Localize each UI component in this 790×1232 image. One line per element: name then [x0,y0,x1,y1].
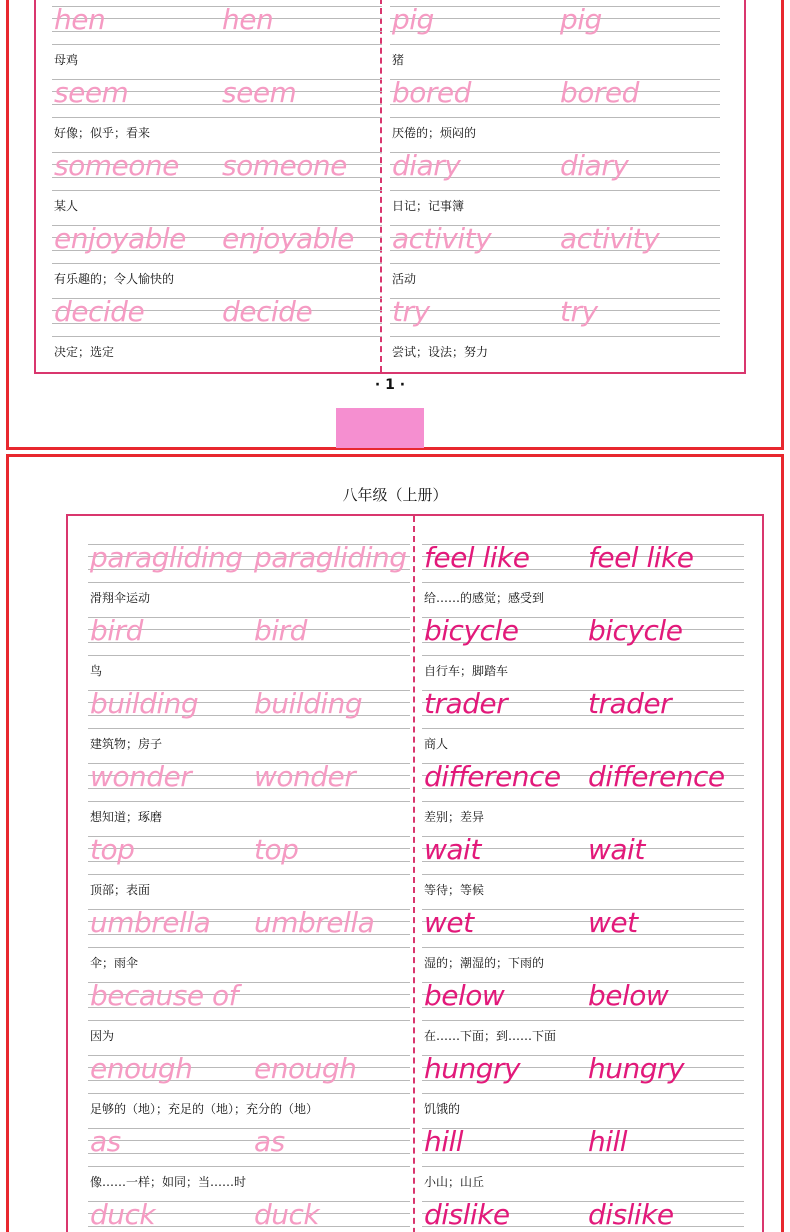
chinese-meaning: 因为 [90,1029,115,1043]
chinese-meaning: 决定；选定 [54,345,115,359]
page-panel-top [6,0,784,450]
vocab-word: difference [424,760,561,793]
vocab-word-copy: pig [560,3,602,36]
vocab-word: enough [90,1052,193,1085]
vocab-word: someone [54,149,179,182]
chinese-meaning: 顶部；表面 [90,883,151,897]
vocab-entry-right [422,901,744,974]
vocab-word-copy: hill [588,1125,628,1158]
vocab-word-copy: enjoyable [222,222,354,255]
ruled-lines [88,1120,410,1170]
vocab-entry-left [52,0,382,71]
ruled-lines [390,0,720,48]
vocab-entry-right [422,609,744,682]
chinese-meaning: 差别；差异 [424,810,485,824]
vocab-word: bicycle [424,614,519,647]
chinese-meaning: 像……一样；如同；当……时 [90,1175,247,1189]
vocab-entry-right [422,536,744,609]
vocab-word-copy: activity [560,222,660,255]
vocab-word-copy: wait [588,833,645,866]
vocab-word-copy: someone [222,149,347,182]
vocab-word: top [90,833,135,866]
vocab-entry-left [88,682,410,755]
vocab-word-copy: hungry [588,1052,685,1085]
grade-title: 八年级（上册） [342,486,448,504]
page-number: · 1 · [374,377,406,393]
chinese-meaning: 厌倦的；烦闷的 [392,126,477,140]
ruled-lines [88,828,410,878]
vocab-word: bored [392,76,471,109]
page-panel-bottom [6,454,784,1232]
vocab-word-copy: trader [588,687,672,720]
vocab-word: trader [424,687,508,720]
vocab-word: umbrella [90,906,211,939]
chinese-meaning: 日记；记事簿 [392,199,465,213]
ruled-lines [422,1120,744,1170]
vocab-word: below [424,979,505,1012]
vocab-word-copy: bicycle [588,614,683,647]
vocab-entry-left [52,144,382,217]
vocab-entry-right [422,1047,744,1120]
vocab-word: dislike [424,1198,510,1231]
vocab-word: wonder [90,760,192,793]
vocab-word-copy: try [560,295,598,328]
vocab-word: because of [90,979,239,1012]
vocab-word-copy: diary [560,149,629,182]
vocab-entry-right [390,217,720,290]
vocab-entry-left [88,828,410,901]
vocab-word: hen [54,3,106,36]
vocab-entry-left [52,290,382,363]
chinese-meaning: 好像；似乎；看来 [54,126,151,140]
page-tab [336,408,424,448]
vocab-word-copy: enough [254,1052,357,1085]
vocab-word-copy: paragliding [254,541,407,574]
chinese-meaning: 鸟 [90,664,103,678]
chinese-meaning: 等待；等候 [424,883,485,897]
vocab-word-copy: wet [588,906,638,939]
vocab-word: building [90,687,199,720]
vocab-word: seem [54,76,129,109]
vocab-word: paragliding [90,541,243,574]
vocab-entry-left [88,974,410,1047]
vocab-word-copy: top [254,833,299,866]
vocab-word-copy: bird [254,614,307,647]
chinese-meaning: 滑翔伞运动 [90,591,151,605]
vocab-word-copy: seem [222,76,297,109]
vocab-word-copy: dislike [588,1198,674,1231]
vocab-word: pig [392,3,434,36]
vocab-word-copy: feel like [588,541,694,574]
chinese-meaning: 给……的感觉；感受到 [424,591,545,605]
chinese-meaning: 尝试；设法；努力 [392,345,489,359]
vocab-word: bird [90,614,143,647]
vocab-word: duck [90,1198,156,1231]
vocab-word: wait [424,833,481,866]
vocab-entry-right [422,682,744,755]
chinese-meaning: 在……下面；到……下面 [424,1029,557,1043]
chinese-meaning: 伞；雨伞 [90,956,139,970]
chinese-meaning: 活动 [392,272,417,286]
vocab-word-copy: building [254,687,363,720]
vocab-entry-left [88,609,410,682]
chinese-meaning: 足够的（地）；充足的（地）；充分的（地） [90,1102,319,1116]
column-divider [413,516,415,1232]
vocab-word-copy: wonder [254,760,356,793]
vocab-word: diary [392,149,461,182]
vocab-word-copy: duck [254,1198,320,1231]
vocab-sheet-page-1 [34,0,746,374]
chinese-meaning: 饥饿的 [424,1102,461,1116]
vocab-entry-right [422,828,744,901]
vocab-entry-left [88,1047,410,1120]
vocab-entry-left [52,217,382,290]
vocab-entry-right [422,974,744,1047]
vocab-entry-left [88,755,410,828]
ruled-lines [390,290,720,340]
vocab-sheet-page-2 [66,514,764,1232]
vocab-entry-left [52,71,382,144]
vocab-word: feel like [424,541,530,574]
chinese-meaning: 自行车；脚踏车 [424,664,509,678]
vocab-entry-right [422,1193,744,1232]
vocab-word-copy: umbrella [254,906,375,939]
vocab-entry-right [390,144,720,217]
vocab-word: try [392,295,430,328]
vocab-entry-right [422,1120,744,1193]
vocab-word: hungry [424,1052,521,1085]
chinese-meaning: 有乐趣的；令人愉快的 [54,272,175,286]
vocab-word: hill [424,1125,464,1158]
vocab-word: enjoyable [54,222,186,255]
chinese-meaning: 某人 [54,199,79,213]
vocab-word-copy: below [588,979,669,1012]
vocab-entry-left [88,1120,410,1193]
vocab-word: as [90,1125,121,1158]
vocab-entry-right [390,71,720,144]
vocab-word-copy: bored [560,76,639,109]
chinese-meaning: 商人 [424,737,449,751]
chinese-meaning: 小山；山丘 [424,1175,485,1189]
vocab-entry-left [88,901,410,974]
chinese-meaning: 母鸡 [54,53,79,67]
chinese-meaning: 建筑物；房子 [90,737,163,751]
chinese-meaning: 猪 [392,53,405,67]
vocab-word: wet [424,906,474,939]
vocab-word: decide [54,295,145,328]
vocab-entry-left [88,1193,410,1232]
chinese-meaning: 湿的；潮湿的；下雨的 [424,956,545,970]
vocab-entry-right [390,290,720,363]
vocab-entry-left [88,536,410,609]
vocab-word-copy: difference [588,760,725,793]
vocab-word: activity [392,222,492,255]
vocab-entry-right [422,755,744,828]
vocab-word-copy: hen [222,3,274,36]
vocab-word-copy: as [254,1125,285,1158]
vocab-word-copy: decide [222,295,313,328]
vocab-entry-right [390,0,720,71]
chinese-meaning: 想知道；琢磨 [90,810,163,824]
